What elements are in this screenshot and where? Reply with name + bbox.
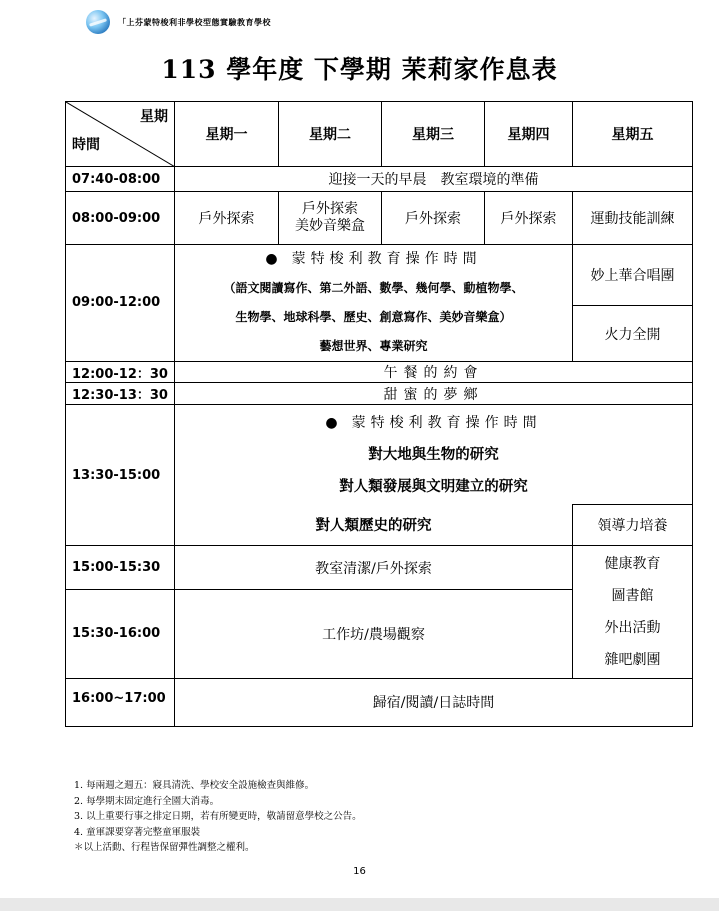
note-item: ＊以上活動、行程皆保留彈性調整之權利。 — [74, 842, 255, 853]
school-name: 「上芬蒙特梭利非學校型態實驗教育學校 — [118, 16, 271, 27]
activity-cell-tue — [279, 192, 382, 244]
header-row — [66, 102, 693, 167]
activity-line: 戶外探索 — [302, 201, 358, 218]
table-row — [66, 167, 693, 192]
friday-afternoon-item: 外出活動 — [604, 619, 661, 636]
day-header-wed: 星期三 — [382, 102, 485, 167]
table-row — [66, 362, 693, 383]
research-line: 對大地與生物的研究 — [368, 446, 499, 464]
activity-cell-fri: 運動技能訓練 — [573, 192, 693, 244]
time-cell: 16:00~17:00 — [66, 678, 175, 726]
table-row — [66, 244, 693, 306]
table-row — [66, 192, 693, 244]
corner-time-label: 時間 — [72, 137, 100, 154]
time-cell: 09:00-12:00 — [66, 244, 175, 362]
day-header-fri: 星期五 — [573, 102, 693, 167]
note-item: 1. 每兩週之週五：寢具清洗、學校安全設施檢查與維修。 — [74, 780, 315, 791]
day-header-tue: 星期二 — [279, 102, 382, 167]
friday-afternoon-item: 圖書館 — [611, 587, 654, 604]
day-header-mon: 星期一 — [175, 102, 279, 167]
activity-cell: 歸宿/閱讀/日誌時間 — [175, 678, 693, 726]
montessori-heading — [175, 245, 572, 274]
note-item: 2. 每學期末固定進行全園大消毒。 — [74, 795, 220, 807]
montessori-block-pm — [175, 405, 693, 504]
friday-full-power-cell: 火力全開 — [573, 306, 693, 362]
friday-afternoon-cell — [573, 546, 693, 679]
note-item: 3. 以上重要行事之排定日期，若有所變更時，敬請留意學校之公告。 — [74, 811, 362, 822]
page-title: 113 學年度 下學期 茉莉家作息表 — [161, 55, 558, 84]
activity-cell: 工作坊/農場觀察 — [175, 590, 573, 678]
activity-line: 美妙音樂盒 — [295, 218, 365, 235]
subjects-line: （語文閱讀寫作、第二外語、數學、幾何學、動植物學、 — [223, 280, 524, 295]
activity-cell: 教室清潔/戶外探索 — [175, 546, 573, 590]
friday-afternoon-item: 健康教育 — [604, 555, 661, 572]
page-bottom-bar — [0, 898, 719, 911]
montessori-block — [175, 244, 573, 362]
table-row — [66, 383, 693, 405]
page-header — [86, 9, 271, 35]
school-logo-icon — [86, 10, 110, 34]
time-cell: 07:40-08:00 — [66, 167, 175, 192]
corner-cell — [66, 102, 175, 167]
montessori-heading-text: 蒙特梭利教育操作時間 — [291, 250, 482, 267]
corner-day-label: 星期 — [140, 109, 168, 125]
friday-choir-cell: 妙上華合唱團 — [573, 244, 693, 306]
activity-cell: 午餐的約會 — [175, 362, 693, 383]
research-line: 對人類發展與文明建立的研究 — [339, 478, 528, 496]
page-number: 16 — [353, 866, 366, 877]
subjects-line: 藝想世界、專業研究 — [319, 338, 428, 353]
subjects-line: 生物學、地球科學、歷史、創意寫作、美妙音樂盒） — [235, 309, 512, 324]
activity-cell: 甜蜜的夢鄉 — [175, 383, 693, 405]
activity-cell-mon: 戶外探索 — [175, 192, 279, 244]
time-cell: 13:30-15:00 — [66, 405, 175, 546]
time-cell: 15:00-15:30 — [66, 546, 175, 590]
bullet-icon: ● — [265, 250, 278, 267]
bullet-icon: ● — [325, 415, 338, 432]
schedule-table — [65, 101, 693, 727]
activity-cell-wed: 戶外探索 — [382, 192, 485, 244]
activity-cell: 迎接一天的早晨 教室環境的準備 — [175, 167, 693, 192]
table-row — [66, 546, 693, 590]
friday-leadership-cell: 領導力培養 — [573, 504, 693, 545]
time-cell: 12:00-12：30 — [66, 362, 175, 383]
research-line: 對人類歷史的研究 — [175, 504, 573, 545]
time-cell: 08:00-09:00 — [66, 192, 175, 244]
notes-list — [74, 778, 362, 856]
table-row — [66, 678, 693, 726]
table-row — [66, 405, 693, 504]
time-cell: 15:30-16:00 — [66, 590, 175, 678]
activity-cell-thu: 戶外探索 — [485, 192, 573, 244]
montessori-heading — [175, 407, 692, 439]
note-item: 4. 童軍課要穿著完整童軍服裝 — [74, 826, 201, 838]
friday-afternoon-item: 雜吧劇團 — [604, 651, 661, 668]
montessori-heading-text: 蒙特梭利教育操作時間 — [351, 415, 542, 432]
day-header-thu: 星期四 — [485, 102, 573, 167]
time-cell: 12:30-13：30 — [66, 383, 175, 405]
